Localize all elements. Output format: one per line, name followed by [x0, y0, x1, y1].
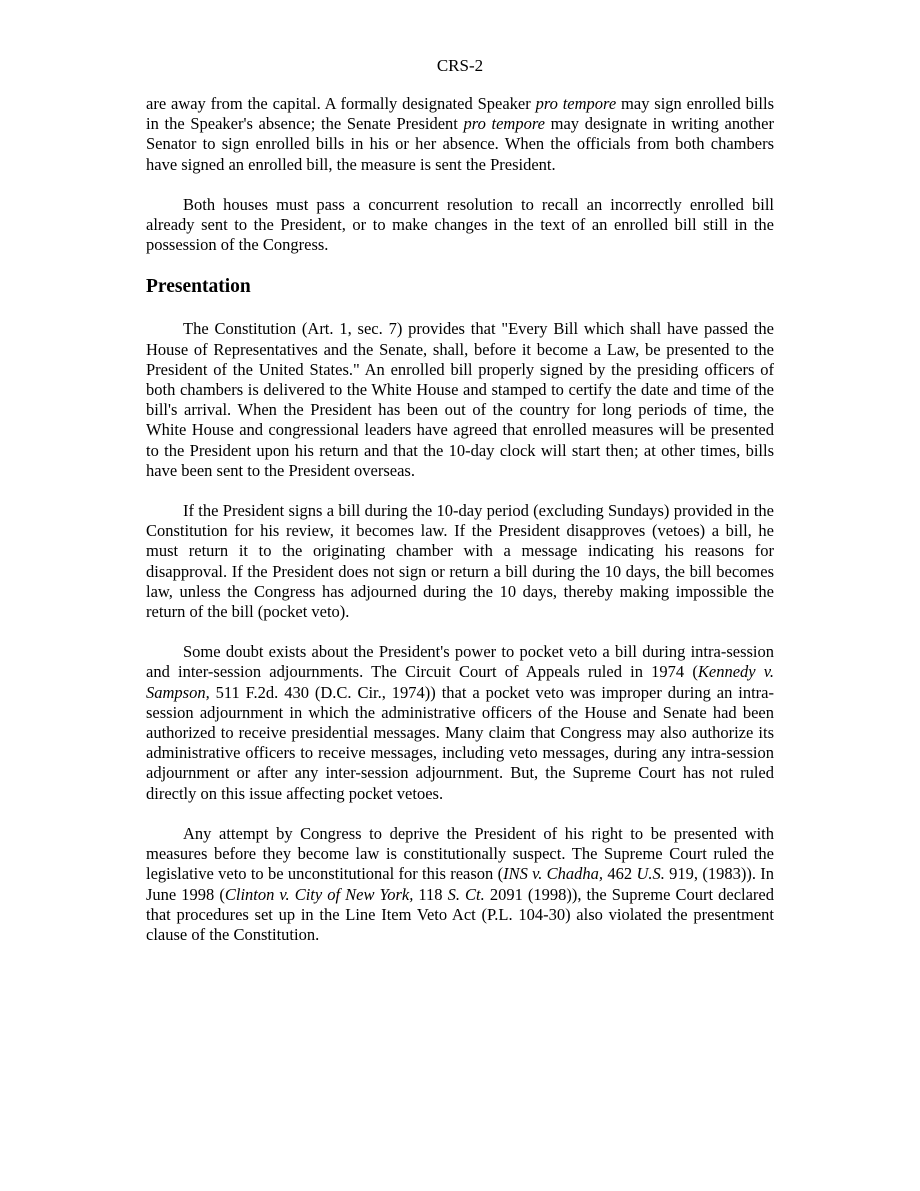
reporter-citation: S. Ct. — [447, 884, 485, 904]
italic-term: pro tempore — [535, 94, 617, 113]
text-span: Some doubt exists about the President's power to pocket veto a bill during intra-session and inter-session adjournments. The Circuit Court of Appeals ruled in 1974 ( — [146, 642, 774, 682]
paragraph-ten-day-period: If the President signs a bill during the 10-day period (excluding Sundays) provided in the Constitution for his review, it becomes law. If the President disapproves (vetoes) a bill, he must return it to the originating chamber with a message indicating his reasons for disapproval. If the President does not sign or return a bill during the 10 days, the bill becomes law, unless the Congress has adjourned during the 10 days, thereby making impossible the return of the bill (pocket veto). — [146, 501, 774, 622]
text-span: Any attempt by Congress to deprive the President of his right to be presented with measures before they become law is constitutionally suspect. The Supreme Court ruled the legislative veto to be unconstitutional for this reason ( — [146, 823, 774, 884]
text-span: 919, (1983)). In June 1998 ( — [146, 864, 775, 904]
paragraph-constitution: The Constitution (Art. 1, sec. 7) provides that "Every Bill which shall have passed the House of Representatives and the Senate, shall, before it become a Law, be presented to the President of the United States." An enrolled bill properly signed by the presiding officers of both chambers is delivered to the White House and stamped to certify the date and time of the bill's arrival. When the President has been out of the country for long periods of time, the White House and congressional leaders have agreed that enrolled measures will be presented to the President upon his return and that the 10-day clock will start then; at other times, bills have been sent to the President overseas. — [146, 319, 774, 480]
paragraph-presentment — [146, 824, 774, 945]
text-span: may sign enrolled bills in the Speaker's absence; the Senate President — [146, 94, 774, 134]
text-span: 2091 (1998)), the Supreme Court declared that procedures set up in the Line Item Veto Act (P.L. 104-30) also violated the presentment clause of the Constitution. — [146, 884, 774, 944]
case-citation: Kennedy v. Sampson, — [146, 662, 775, 702]
text-span: 118 — [413, 884, 448, 904]
paragraph-enrolled-signing — [146, 94, 774, 175]
paragraph-pocket-veto — [146, 642, 774, 804]
page-header: CRS-2 — [436, 56, 484, 75]
case-citation: INS v. Chadha, — [503, 864, 604, 884]
reporter-citation: U.S. — [636, 864, 665, 884]
section-heading-presentation: Presentation — [146, 276, 251, 298]
text-span: 462 — [603, 864, 637, 884]
text-span: are away from the capital. A formally designated Speaker — [146, 94, 536, 113]
paragraph-recall: Both houses must pass a concurrent resolution to recall an incorrectly enrolled bill already sent to the President, or to make changes in the text of an enrolled bill still in the possession of the Congress. — [146, 194, 774, 255]
text-span: 511 F.2d. 430 (D.C. Cir., 1974)) that a pocket veto was improper during an intra-session adjournment in which the administrative officers of the House and Senate had been authorized to receive presidential messages. Many claim that Congress may also authorize its administrative officers to receive messages, including veto messages, during any intra-session adjournment or after any inter-session adjournment. But, the Supreme Court has not ruled directly on this issue affecting pocket vetoes. — [146, 682, 774, 803]
document-body — [146, 94, 774, 965]
italic-term: pro tempore — [463, 114, 545, 134]
text-span: may designate in writing another Senator to sign enrolled bills in his or her absence. When the officials from both chambers have signed an enrolled bill, the measure is sent the President. — [146, 114, 775, 174]
case-citation: Clinton v. City of New York, — [224, 884, 414, 904]
